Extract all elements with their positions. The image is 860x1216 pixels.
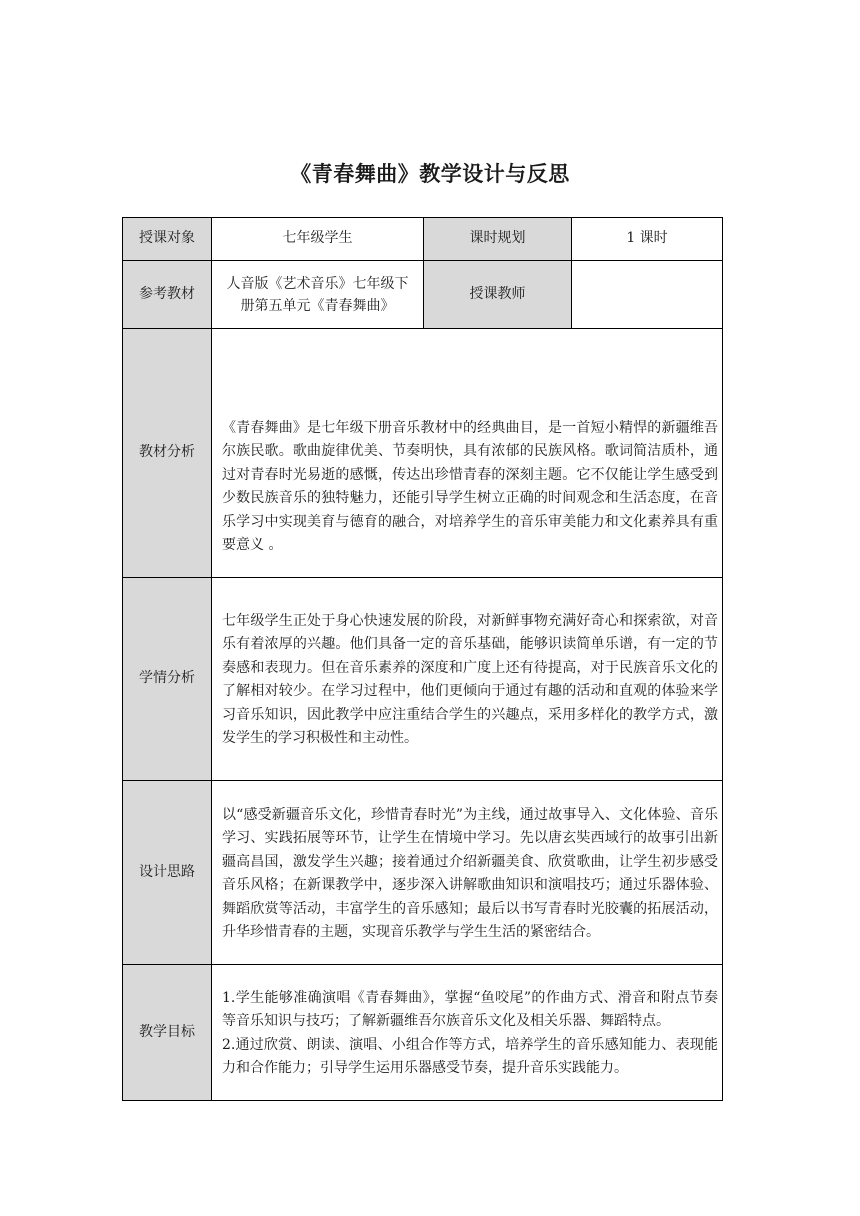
table-row — [123, 578, 723, 781]
student-analysis-text: 七年级学生正处于身心快速发展的阶段，对新鲜事物充满好奇心和探索欲，对音乐有着浓厚的兴趣。他们具备一定的音乐基础，能够识读简单乐谱，有一定的节奏感和表现力。但在音乐素养的深度和广度上还有待提高，对于民族音乐文化的了解相对较少。在学习过程中，他们更倾向于通过有趣的活动和直观的体验来学习音乐知识，因此教学中应注重结合学生的兴趣点，采用多样化的教学方式，激发学生的学习积极性和主动性。 — [222, 612, 718, 746]
section-label-design-idea: 设计思路 — [123, 781, 212, 965]
audience-value: 七年级学生 — [212, 218, 424, 261]
table-row — [123, 218, 723, 261]
document-title: 《青春舞曲》教学设计与反思 — [290, 162, 570, 186]
textbook-analysis-text: 《青春舞曲》是七年级下册音乐教材中的经典曲目，是一首短小精悍的新疆维吾尔族民歌。歌曲旋律优美、节奏明快，具有浓郁的民族风格。歌词简洁质朴，通过对青春时光易逝的感慨，传达出珍惜青春的深刻主题。它不仅能让学生感受到少数民族音乐的独特魅力，还能引导学生树立正确的时间观念和生活态度，在音乐学习中实现美育与德育的融合，对培养学生的音乐审美能力和文化素养具有重要意义 。 — [222, 419, 718, 553]
hours-label: 课时规划 — [424, 218, 572, 261]
teacher-label: 授课教师 — [424, 261, 572, 329]
hours-value: 1 课时 — [572, 218, 723, 261]
section-label-textbook-analysis: 教材分析 — [123, 329, 212, 578]
table-row — [123, 965, 723, 1101]
teaching-goal-2: 2.通过欣赏、朗读、演唱、小组合作等方式，培养学生的音乐感知能力、表现能力和合作能力；引导学生运用乐器感受节奏，提升音乐实践能力。 — [222, 1036, 718, 1076]
design-idea-text: 以“感受新疆音乐文化，珍惜青春时光”为主线，通过故事导入、文化体验、音乐学习、实践拓展等环节，让学生在情境中学习。先以唐玄奘西域行的故事引出新疆高昌国，激发学生兴趣；接着通过介绍新疆美食、欣赏歌曲，让学生初步感受音乐风格；在新课教学中，逐步深入讲解歌曲知识和演唱技巧；通过乐器体验、舞蹈欣赏等活动，丰富学生的音乐感知；最后以书写青春时光胶囊的拓展活动，升华珍惜青春的主题，实现音乐教学与学生生活的紧密结合。 — [222, 806, 718, 940]
table-row — [123, 329, 723, 578]
section-label-teaching-goals: 教学目标 — [123, 965, 212, 1101]
teacher-value — [572, 261, 723, 329]
textbook-value: 人音版《艺术音乐》七年级下册第五单元《青春舞曲》 — [212, 261, 424, 329]
lesson-plan-table — [122, 217, 723, 1101]
audience-label: 授课对象 — [123, 218, 212, 261]
table-row — [123, 261, 723, 329]
section-label-student-analysis: 学情分析 — [123, 578, 212, 781]
textbook-label: 参考教材 — [123, 261, 212, 329]
teaching-goal-1: 1.学生能够准确演唱《青春舞曲》，掌握“鱼咬尾”的作曲方式、滑音和附点节奏等音乐知识与技巧；了解新疆维吾尔族音乐文化及相关乐器、舞蹈特点。 — [222, 989, 718, 1029]
table-row — [123, 781, 723, 965]
